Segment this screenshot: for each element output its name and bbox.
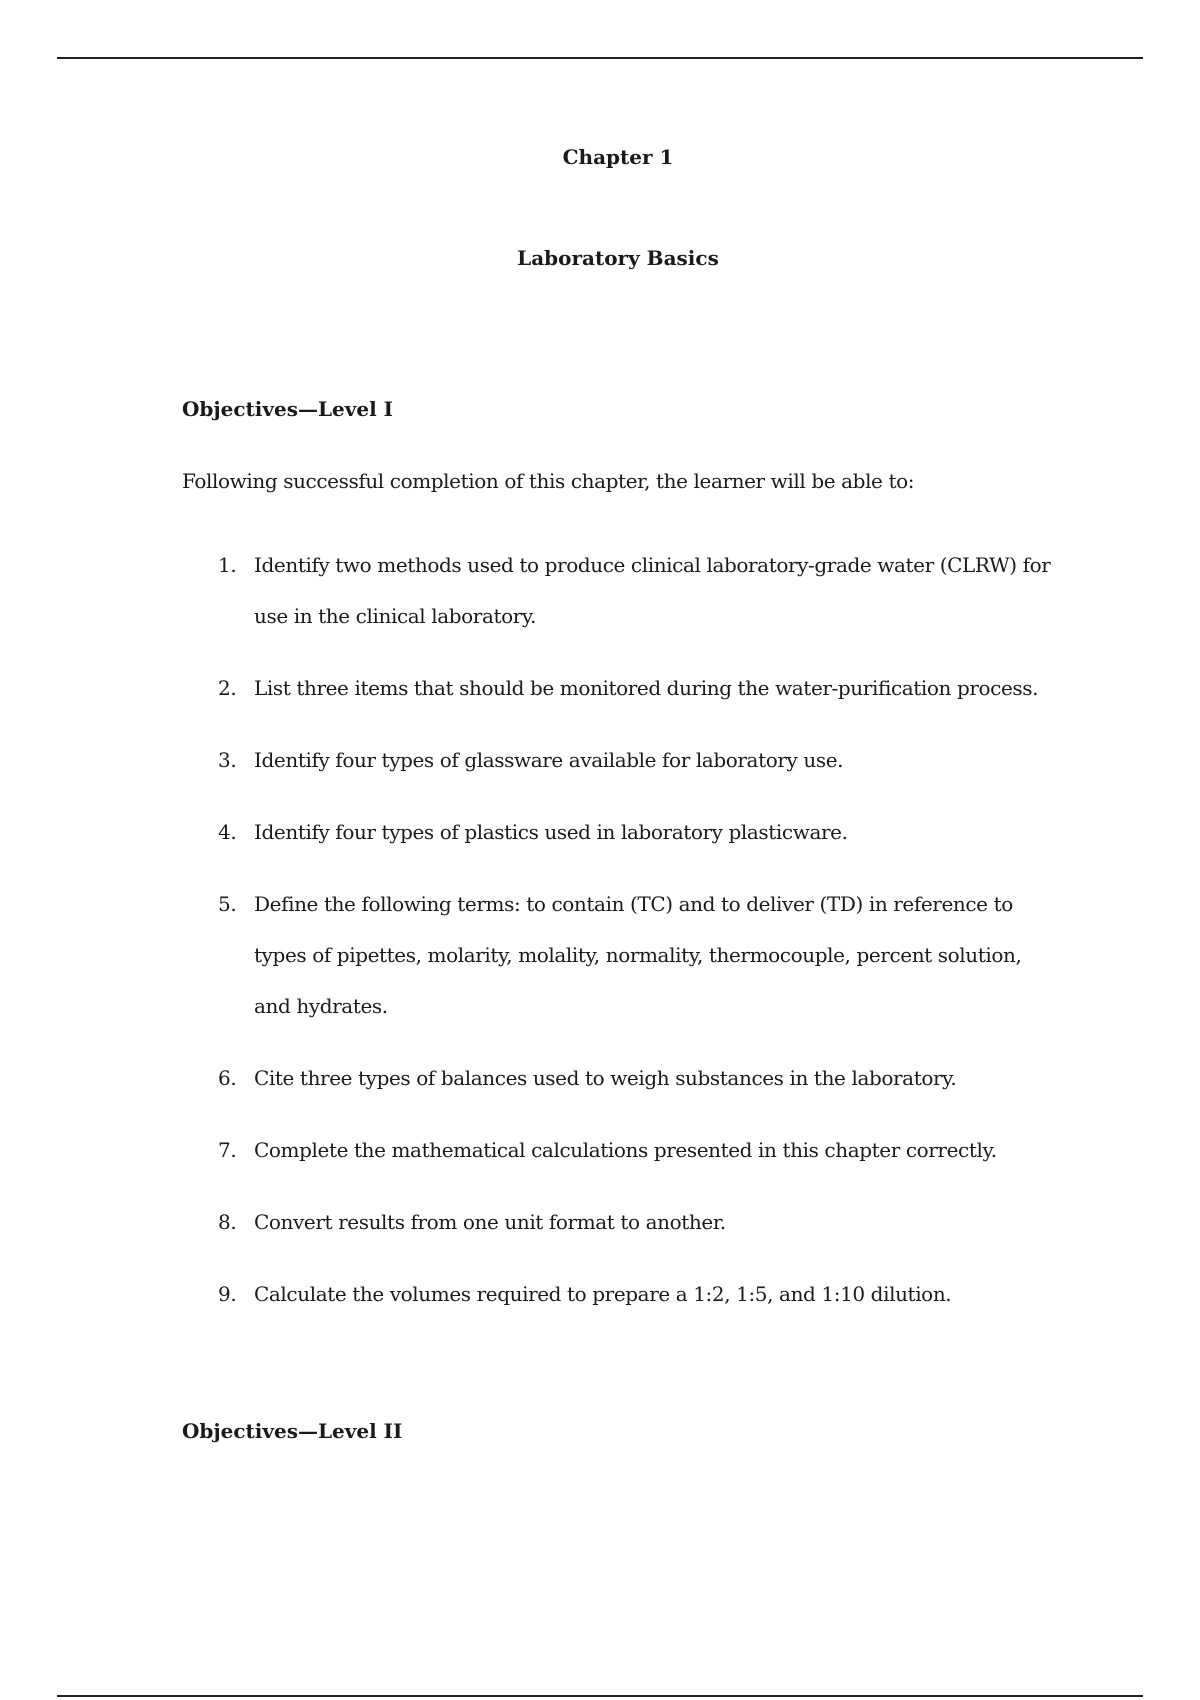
objective-number: 2.	[218, 676, 237, 700]
objective-text: Calculate the volumes required to prepare a 1:2, 1:5, and 1:10 dilution.	[254, 1282, 952, 1306]
objective-item	[182, 807, 1062, 858]
objective-number: 6.	[218, 1066, 237, 1090]
objective-item	[182, 879, 1062, 1032]
objective-text: Identify four types of glassware available for laboratory use.	[254, 748, 844, 772]
objective-item	[182, 1125, 1062, 1176]
objective-item	[182, 1269, 1062, 1320]
objective-number: 9.	[218, 1282, 237, 1306]
objective-text: Complete the mathematical calculations presented in this chapter correctly.	[254, 1138, 997, 1162]
objective-number: 3.	[218, 748, 237, 772]
objective-text: Identify two methods used to produce clinical laboratory-grade water (CLRW) for use in the clinical laboratory.	[254, 553, 1051, 628]
objective-item	[182, 1053, 1062, 1104]
objective-text: Define the following terms: to contain (TC) and to deliver (TD) in reference to types of pipettes, molarity, molality, normality, thermocouple, percent solution, and hydrates.	[254, 892, 1022, 1018]
objectives-level-2-heading: Objectives—Level II	[182, 1419, 403, 1443]
objective-item	[182, 735, 1062, 786]
objective-item	[182, 663, 1062, 714]
bottom-page-rule	[57, 1695, 1143, 1697]
objectives-intro: Following successful completion of this chapter, the learner will be able to:	[182, 469, 915, 493]
objectives-level-1-heading: Objectives—Level I	[182, 397, 394, 421]
top-page-rule	[57, 57, 1143, 59]
objective-text: Identify four types of plastics used in laboratory plasticware.	[254, 820, 848, 844]
objective-number: 1.	[218, 553, 237, 577]
objective-number: 4.	[218, 820, 237, 844]
objective-number: 7.	[218, 1138, 237, 1162]
objective-item	[182, 1197, 1062, 1248]
objective-item	[182, 540, 1062, 642]
chapter-subtitle: Laboratory Basics	[517, 246, 719, 270]
objective-text: Cite three types of balances used to weigh substances in the laboratory.	[254, 1066, 957, 1090]
objective-number: 5.	[218, 892, 237, 916]
chapter-title: Chapter 1	[562, 145, 674, 169]
objective-text: Convert results from one unit format to another.	[254, 1210, 726, 1234]
objective-number: 8.	[218, 1210, 237, 1234]
objectives-list	[182, 540, 1062, 1341]
objective-text: List three items that should be monitored during the water-purification process.	[254, 676, 1039, 700]
